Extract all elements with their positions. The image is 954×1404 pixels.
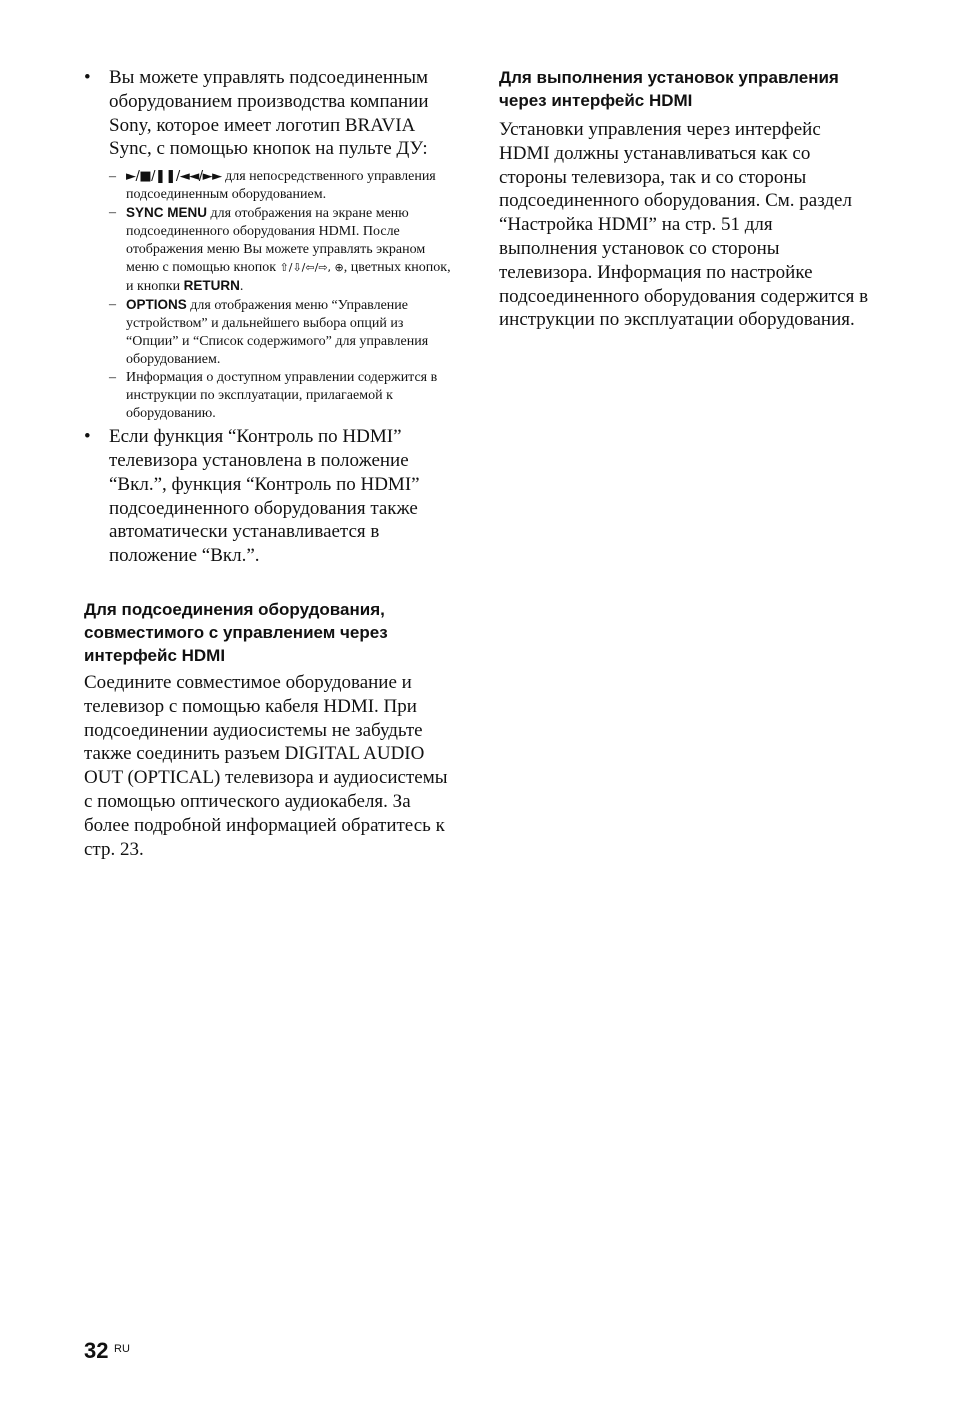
bullet-text: Если функция “Контроль по HDMI” телевизора установлена в положение “Вкл.”, функция “Контроль по HDMI” подсоединенного оборудования также автоматически устанавливается в положение “Вкл.”. — [109, 426, 420, 567]
list-item-text: Информация о доступном управлении содержится в инструкции по эксплуатации, прилагаемой к оборудованию. — [126, 370, 438, 422]
list-item-options — [109, 296, 456, 369]
dash-icon: – — [109, 297, 116, 313]
list-item-text: , цветных кнопок, и кнопки — [126, 260, 451, 295]
list-item-text: для непосредственного управления подсоединенным оборудованием. — [126, 169, 436, 203]
page-language-code: RU — [114, 1343, 130, 1355]
playback-controls-icon: ►/■/❚❚/◄◄/►► — [126, 169, 222, 185]
right-column — [499, 66, 871, 332]
list-item-end: . — [239, 279, 244, 295]
list-item-sync-menu — [109, 204, 456, 296]
key-name-return: RETURN — [183, 278, 240, 294]
bullet-item-hdmi-control — [84, 425, 456, 568]
bullet-point-icon: • — [84, 67, 91, 88]
dash-icon: – — [109, 169, 116, 185]
section-body-connect: Соедините совместимое оборудование и телевизор с помощью кабеля HDMI. При подсоединении аудиосистемы не забудьте также соединить разъем DIGITAL AUDIO OUT (OPTICAL) телевизора и аудиосистемы с помощью оптического аудиокабеля. За более подробной информацией обратитесь к стр. 23. — [84, 671, 448, 860]
bullet-item-bravia-sync — [84, 66, 456, 161]
navigation-arrows-icon: ⇧/⇩/⇦/⇨, ⊕ — [279, 261, 344, 275]
key-name-options: OPTIONS — [126, 297, 187, 313]
list-item-text: для отображения на экране меню подсоединенного оборудования HDMI. После отображения меню Вы можете управлять экраном меню с помощью кнопок — [126, 206, 426, 276]
page-number: 32 — [84, 1338, 109, 1363]
remote-buttons-list — [109, 168, 456, 423]
list-item-playback — [109, 168, 456, 204]
list-item-info — [109, 369, 456, 423]
section-heading-connect: Для подсоединения оборудования, совместимого с управлением через интерфейс HDMI — [84, 599, 388, 665]
dash-icon: – — [109, 370, 116, 386]
key-name-sync-menu: SYNC MENU — [126, 205, 208, 221]
dash-icon: – — [109, 205, 116, 221]
list-item-text: для отображения меню “Управление устройством” и дальнейшего выбора опций из “Опции” и “Список содержимого” для управления оборудованием. — [126, 298, 429, 368]
section-heading-settings: Для выполнения установок управления через интерфейс HDMI — [499, 68, 839, 110]
bullet-point-icon: • — [84, 426, 91, 448]
bullet-text: Вы можете управлять подсоединенным оборудованием производства компании Sony, которое имеет логотип BRAVIA Sync, с помощью кнопок на пульте ДУ: — [109, 67, 429, 160]
left-column — [84, 66, 456, 861]
section-body-settings: Установки управления через интерфейс HDMI должны устанавливаться как со стороны телевизора, так и со стороны подсоединенного оборудования. См. раздел “Настройка HDMI” на стр. 51 для выполнения установок со стороны телевизора. Информация по настройке подсоединенного оборудования содержится в инструкции по эксплуатации оборудования. — [499, 119, 869, 331]
